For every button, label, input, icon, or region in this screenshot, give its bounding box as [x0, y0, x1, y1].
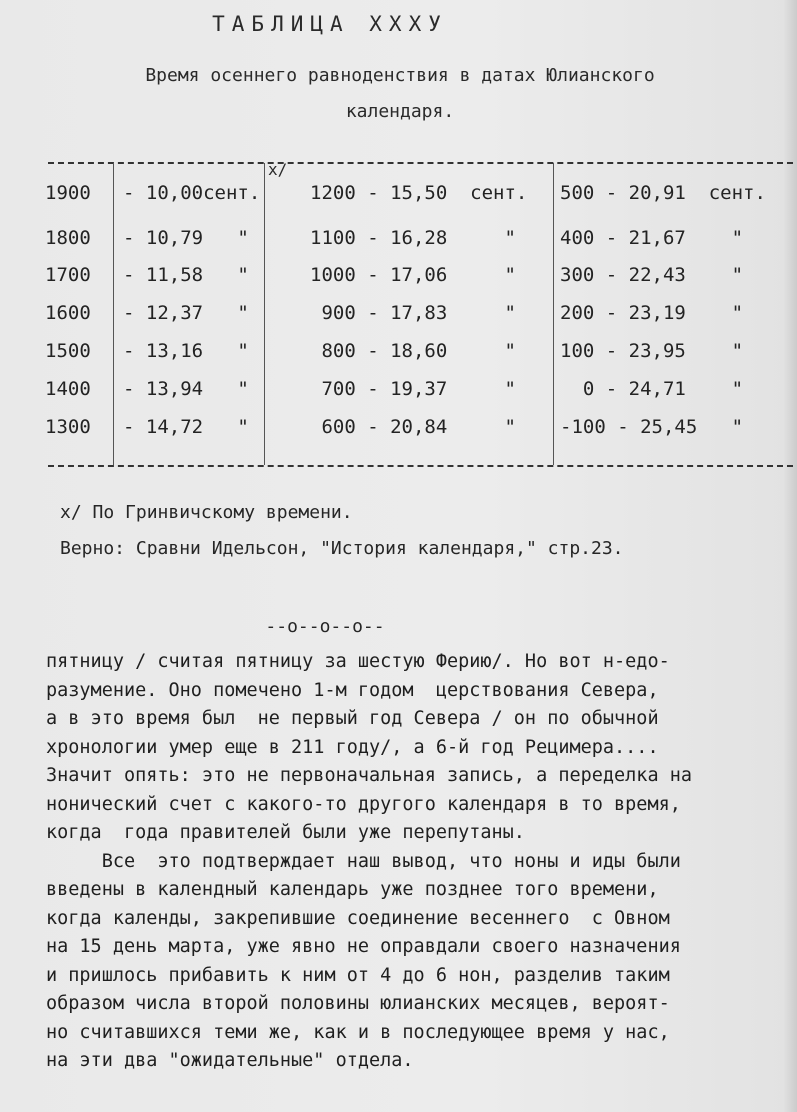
table-cell: 0 - 24,71 " [560, 378, 744, 400]
table-cell: 200 - 23,19 " [560, 302, 744, 324]
table-cell: 1900 [45, 182, 91, 204]
table-cell: - 12,37 " [123, 302, 249, 324]
footnote-text: х/ По Гринвичскому времени. [60, 502, 353, 523]
text-line: образом числа второй половины юлианских месяцев, вероят- [46, 993, 670, 1014]
table-cell: 1800 [45, 227, 91, 249]
table-cell: 600 - 20,84 " [310, 416, 516, 438]
table-cell: - 10,79 " [123, 227, 249, 249]
table-cell: 1700 [45, 264, 91, 286]
table-divider [264, 163, 265, 465]
table-footnote-marker: х/ [268, 160, 288, 179]
table-cell: - 10,00сент. [123, 182, 261, 204]
text-line: когда года правителей были уже перепутаны. [46, 822, 525, 843]
text-line: но считавшихся теми же, как и в последующее время у нас, [46, 1021, 670, 1043]
table-top-rule [48, 162, 793, 164]
section-separator: --о--о--о-- [265, 616, 385, 637]
subtitle-line: Время осеннего равноденствия в датах Юлианского [145, 65, 655, 86]
table-cell: 1000 - 17,06 " [310, 264, 516, 286]
table-cell: 1200 - 15,50 сент. [310, 182, 528, 204]
table-cell: 1500 [45, 340, 91, 362]
table-cell: 400 - 21,67 " [560, 227, 744, 249]
table-cell: 1600 [45, 302, 91, 324]
table-cell: 800 - 18,60 " [310, 340, 516, 362]
table-title: ТАБЛИЦА ХХХУ [212, 12, 448, 36]
subtitle-line: календаря. [345, 101, 455, 122]
table-cell: - 14,72 " [123, 416, 249, 438]
table-cell: - 13,94 " [123, 378, 249, 400]
text-line: хронологии умер еще в 211 году/, а 6-й год Рецимера.... [46, 736, 659, 758]
text-line: Все это подтверждает наш вывод, что ноны и иды были [46, 850, 681, 872]
table-cell: 300 - 22,43 " [560, 264, 744, 286]
table-subtitle [60, 58, 740, 130]
source-note: Верно: Сравни Идельсон, "История календаря," стр.23. [60, 538, 624, 559]
table-cell: -100 - 25,45 " [560, 416, 744, 438]
table-divider [553, 163, 554, 465]
table-cell: 900 - 17,83 " [310, 302, 516, 324]
text-line: когда календы, закрепившие соединение весеннего с Овном [46, 907, 670, 929]
text-line: нонический счет с какого-то другого календаря в то время, [46, 793, 681, 815]
text-line: а в это время был не первый год Севера / он по обычной [46, 708, 659, 729]
table-cell: 700 - 19,37 " [310, 378, 516, 400]
table-bottom-rule [48, 465, 793, 467]
text-line: пятницу / считая пятницу за шестую Ферию/. Но вот н-едо- [46, 651, 670, 672]
text-line: Значит опять: это не первоначальная запись, а переделка на [46, 765, 693, 786]
body-paragraphs [46, 648, 791, 1076]
table-cell: 1100 - 16,28 " [310, 227, 516, 249]
text-line: и пришлось прибавить к ним от 4 до 6 нон, разделив таким [46, 964, 670, 986]
table-cell: 1300 [45, 416, 91, 438]
text-line: разумение. Оно помечено 1-м годом церствования Севера, [46, 679, 659, 701]
text-line: введены в календный календарь уже позднее того времени, [46, 879, 659, 900]
table-cell: - 13,16 " [123, 340, 249, 362]
text-line: на 15 день марта, уже явно не оправдали своего назначения [46, 936, 681, 957]
table-cell: 500 - 20,91 сент. [560, 182, 766, 204]
table-cell: - 11,58 " [123, 264, 249, 286]
text-line: на эти два "ожидательные" отдела. [46, 1050, 414, 1071]
table-cell: 100 - 23,95 " [560, 340, 744, 362]
table-cell: 1400 [45, 378, 91, 400]
table-divider [113, 163, 114, 465]
